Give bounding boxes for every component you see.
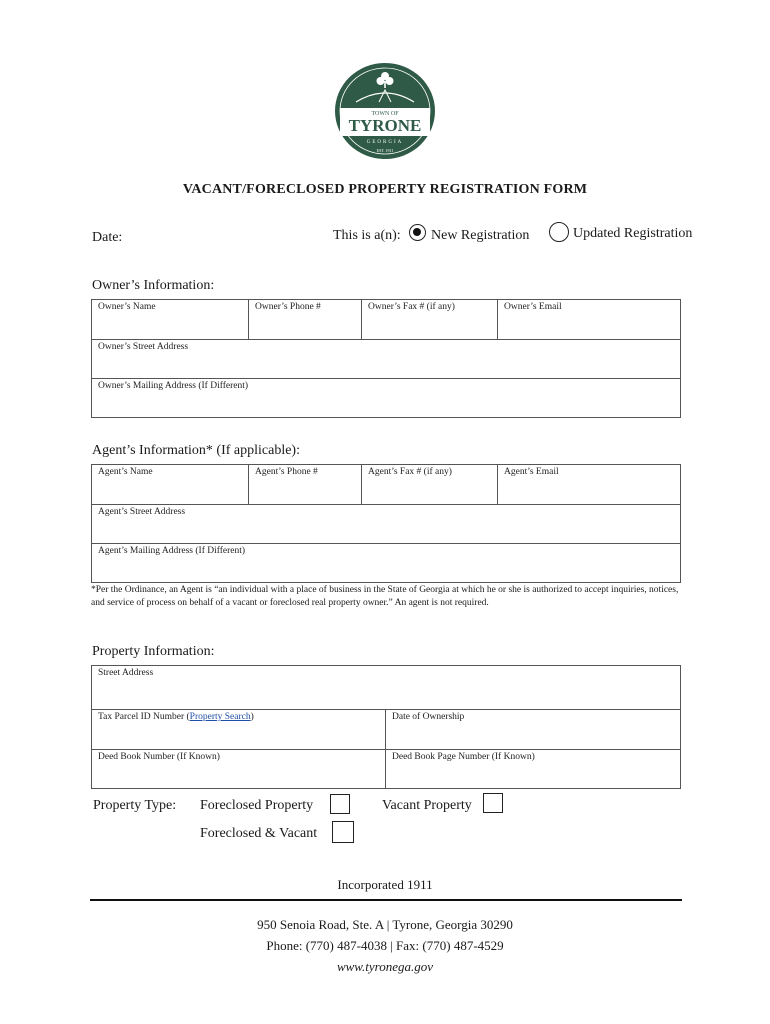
owner-section-heading: Owner’s Information: (92, 278, 215, 293)
deed-page-field[interactable]: Deed Book Page Number (If Known) (386, 750, 681, 789)
property-street-field[interactable]: Street Address (92, 666, 681, 710)
agent-definition-note: *Per the Ordinance, an Agent is “an individual with a place of business in the State of Georgia at which he or she is authorized to accept inquiries, notices, and service of process on behalf of a vacant or foreclosed real property owner.” An agent is not required. (91, 585, 679, 608)
owner-mailing-field[interactable]: Owner’s Mailing Address (If Different) (92, 379, 681, 418)
owner-table (91, 299, 681, 418)
agent-phone-field[interactable]: Agent’s Phone # (249, 465, 362, 505)
incorporated-text: Incorporated 1911 (337, 877, 433, 892)
ownership-date-field[interactable]: Date of Ownership (386, 710, 681, 750)
agent-mailing-field[interactable]: Agent’s Mailing Address (If Different) (92, 544, 681, 583)
updated-registration-radio[interactable] (549, 222, 569, 242)
agent-table (91, 464, 681, 583)
property-section-heading: Property Information: (92, 644, 215, 659)
deed-book-field[interactable]: Deed Book Number (If Known) (92, 750, 386, 789)
registration-prefix: This is a(n): (333, 228, 401, 243)
agent-section-heading: Agent’s Information* (If applicable): (92, 443, 300, 458)
property-type-label: Property Type: (93, 798, 177, 813)
tax-parcel-field[interactable] (92, 710, 386, 750)
footer-address: 950 Senoia Road, Ste. A | Tyrone, Georgia 30290 (257, 917, 513, 932)
foreclosed-vacant-checkbox[interactable] (332, 821, 354, 843)
vacant-label: Vacant Property (382, 798, 472, 813)
logo-line1: TOWN OF (371, 111, 399, 117)
town-logo (334, 62, 436, 160)
logo-est: EST. 1911 (376, 148, 394, 153)
form-title: VACANT/FORECLOSED PROPERTY REGISTRATION FORM (182, 182, 588, 197)
foreclosed-label: Foreclosed Property (200, 798, 314, 813)
property-search-link[interactable]: Property Search (189, 712, 251, 722)
owner-phone-field[interactable]: Owner’s Phone # (249, 300, 362, 340)
logo-line3: GEORGIA (366, 140, 404, 145)
vacant-checkbox[interactable] (483, 793, 503, 813)
updated-registration-label: Updated Registration (573, 226, 693, 241)
tax-parcel-label: Tax Parcel ID Number ( (98, 712, 190, 722)
owner-street-field[interactable]: Owner’s Street Address (92, 340, 681, 379)
new-registration-label: New Registration (431, 228, 530, 243)
footer-divider (90, 899, 682, 901)
property-table (91, 665, 681, 789)
tax-parcel-label-end: ) (250, 712, 254, 722)
owner-name-field[interactable]: Owner’s Name (92, 300, 249, 340)
agent-email-field[interactable]: Agent’s Email (498, 465, 681, 505)
logo-line2: TYRONE (348, 116, 422, 135)
owner-fax-field[interactable]: Owner’s Fax # (if any) (362, 300, 498, 340)
date-label: Date: (92, 230, 123, 245)
footer-phone: Phone: (770) 487-4038 | Fax: (770) 487-4529 (266, 938, 504, 953)
new-registration-radio[interactable] (409, 224, 426, 241)
foreclosed-checkbox[interactable] (330, 794, 350, 814)
agent-name-field[interactable]: Agent’s Name (92, 465, 249, 505)
agent-street-field[interactable]: Agent’s Street Address (92, 505, 681, 544)
footer-website[interactable]: www.tyronega.gov (336, 959, 434, 974)
owner-email-field[interactable]: Owner’s Email (498, 300, 681, 340)
agent-fax-field[interactable]: Agent’s Fax # (if any) (362, 465, 498, 505)
foreclosed-vacant-label: Foreclosed & Vacant (200, 826, 318, 841)
